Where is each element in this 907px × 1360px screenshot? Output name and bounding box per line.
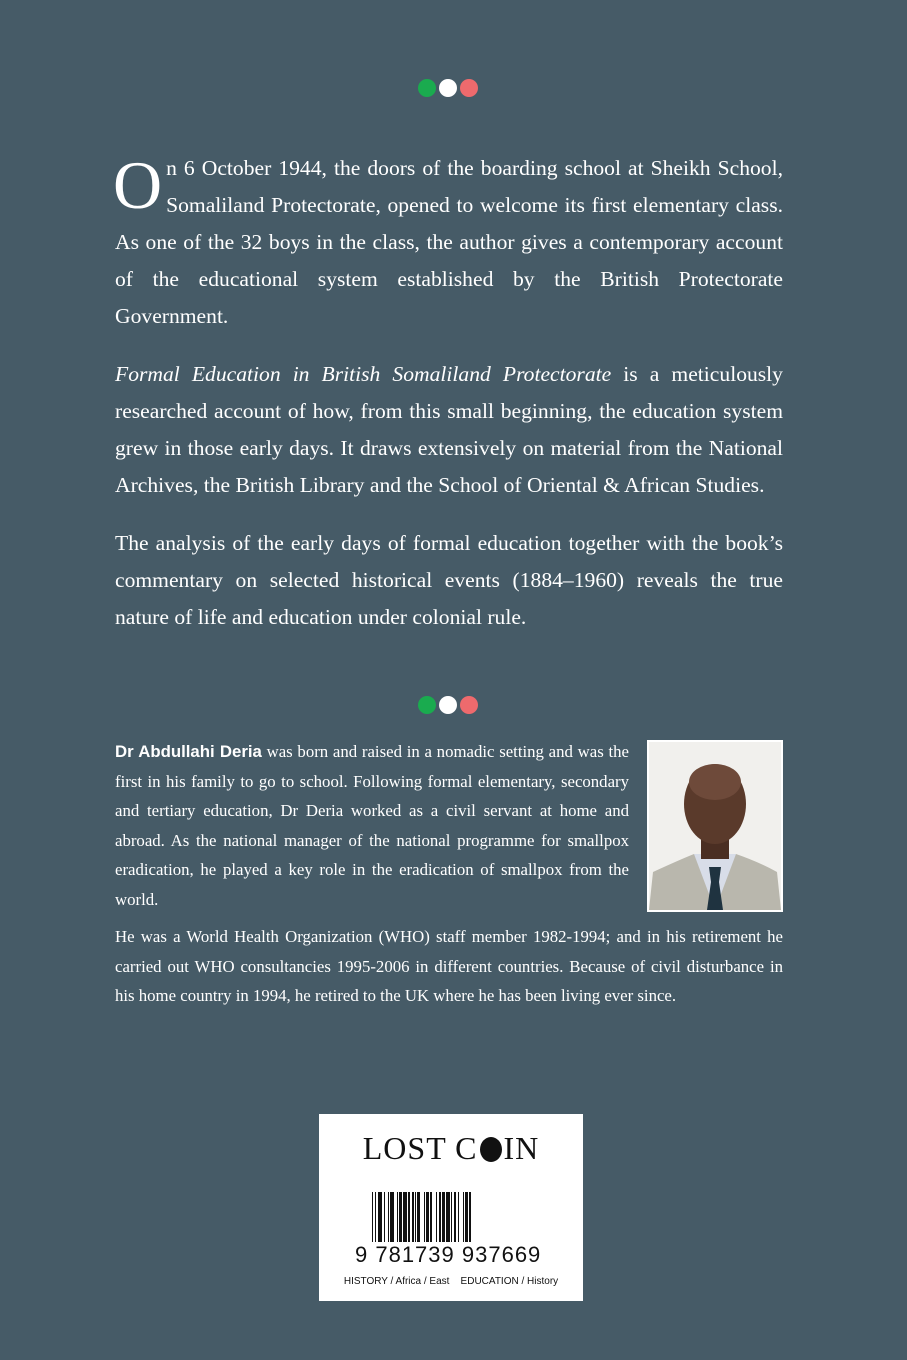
isbn: 9 781739 937669 bbox=[355, 1242, 542, 1267]
green-dot bbox=[418, 696, 436, 714]
ornament-dots-top bbox=[418, 79, 478, 97]
publisher-logo: LOST C IN bbox=[362, 1130, 540, 1166]
white-dot bbox=[439, 696, 457, 714]
blurb-text: n 6 October 1944, the doors of the boarding school at Sheikh School, Somaliland Protectorate, opened to welcome its first elementary class. As one of the 32 boys in the class, the author gives a contemporary account of the educational system established by the British Protectorate Government. bbox=[115, 156, 783, 328]
drop-cap: O bbox=[113, 147, 163, 223]
blurb bbox=[113, 147, 783, 657]
blurb-paragraph-2 bbox=[115, 356, 783, 504]
blurb-paragraph-1 bbox=[113, 147, 783, 335]
blurb-paragraph-3: The analysis of the early days of formal education together with the book’s commentary on selected historical events (1884–1960) reveals the true nature of life and education under colonial rule. bbox=[115, 531, 783, 629]
green-dot bbox=[418, 79, 436, 97]
categories: HISTORY / Africa / East EDUCATION / History bbox=[343, 1276, 559, 1287]
bio-text: was born and raised in a nomadic setting and was the first in his family to go to school. Following formal elementary, secondary and tertiary education, Dr Deria worked as a civil servant at home and abroad. As the national manager of the national programme for smallpox eradication, he played a key role in the eradication of smallpox from the world. bbox=[115, 742, 629, 909]
author-name: Dr Abdullahi Deria bbox=[115, 742, 262, 761]
ornament-dots-middle bbox=[418, 696, 478, 714]
bio-paragraph-2: He was a World Health Organization (WHO) staff member 1982-1994; and in his retirement he carried out WHO consultancies 1995-2006 in different countries. Because of civil disturbance in his home country in 1994, he retired to the UK where he has been living ever since. bbox=[115, 927, 783, 1005]
white-dot bbox=[439, 79, 457, 97]
red-dot bbox=[460, 79, 478, 97]
red-dot bbox=[460, 696, 478, 714]
author-bio bbox=[115, 737, 783, 1019]
coin-icon bbox=[480, 1137, 502, 1162]
book-title: Formal Education in British Somaliland Protectorate bbox=[115, 362, 612, 386]
barcode-panel bbox=[319, 1114, 583, 1301]
author-photo bbox=[647, 740, 783, 912]
blurb-text: is a meticulously researched account of how, from this small beginning, the education system grew in those early days. It draws extensively on material from the National Archives, the British Library and the School of Oriental & African Studies. bbox=[115, 362, 783, 497]
